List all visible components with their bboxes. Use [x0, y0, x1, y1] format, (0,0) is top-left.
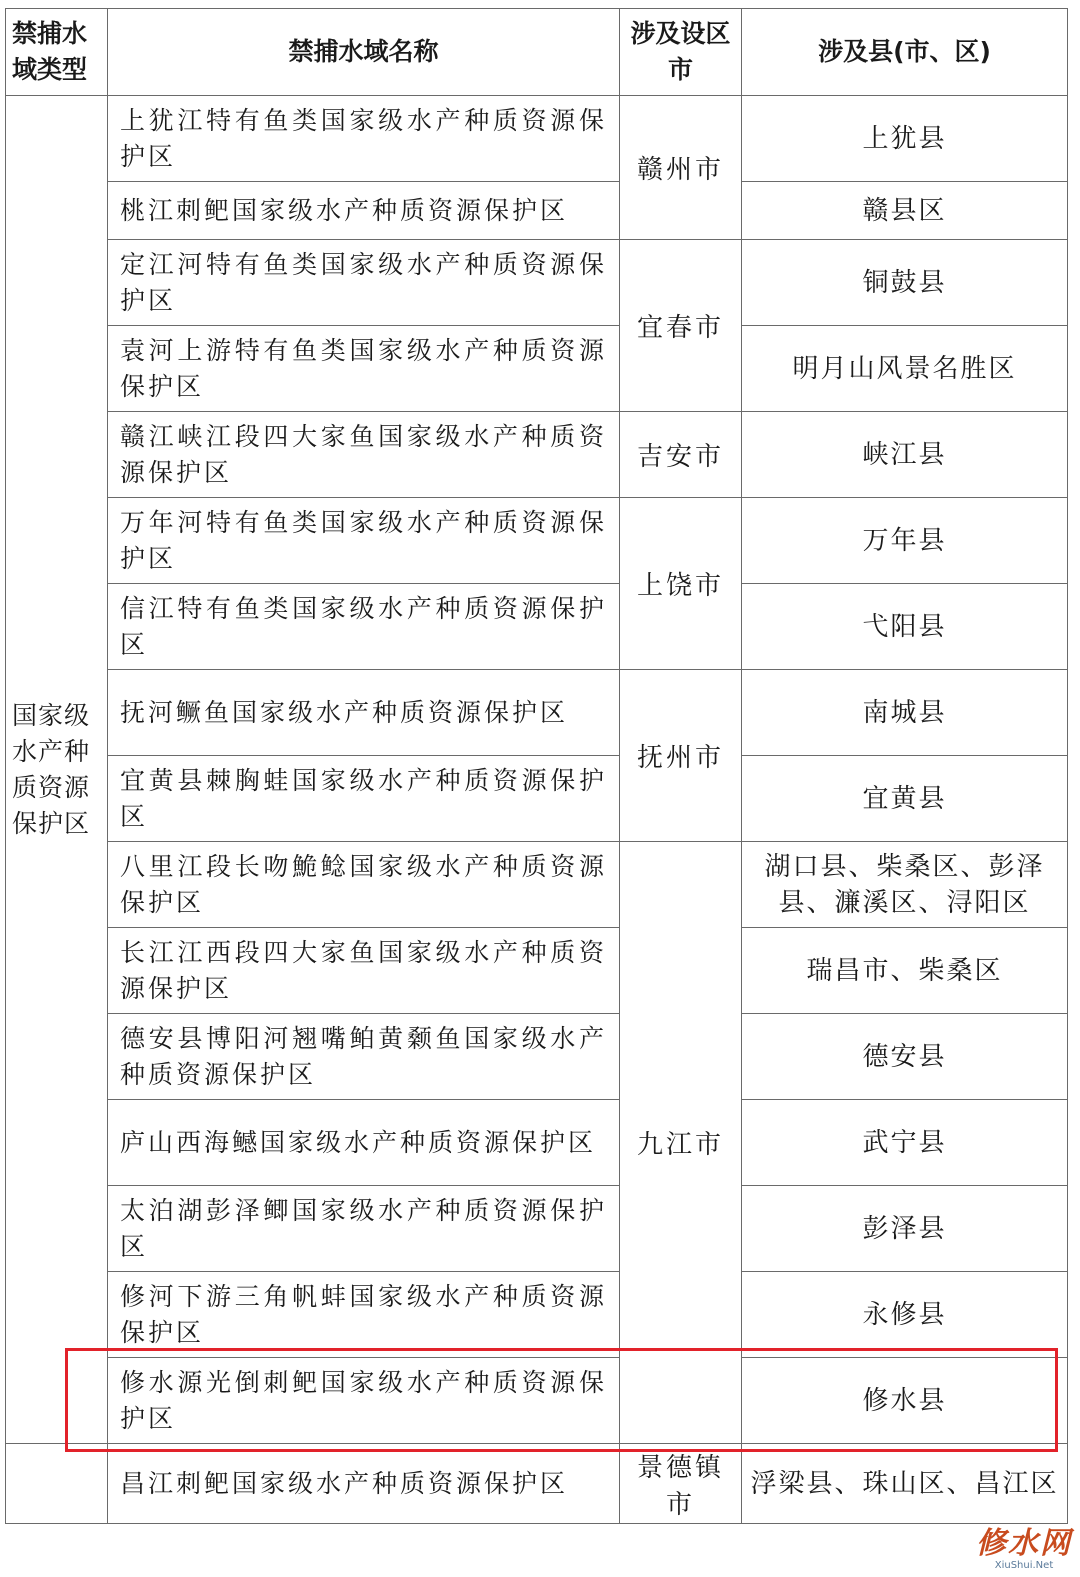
table-row	[6, 1014, 1068, 1100]
table-row	[6, 1444, 1068, 1524]
table-row	[6, 1272, 1068, 1358]
table-row	[6, 326, 1068, 412]
county-cell: 铜鼓县	[742, 240, 1068, 326]
table-row	[6, 412, 1068, 498]
watermark-text: 修水网	[976, 1526, 1072, 1561]
city-cell: 上饶市	[620, 498, 742, 670]
county-cell: 武宁县	[742, 1100, 1068, 1186]
water-type-cell-empty	[6, 1444, 108, 1524]
city-cell: 吉安市	[620, 412, 742, 498]
city-cell: 宜春市	[620, 240, 742, 412]
city-cell: 九江市	[620, 842, 742, 1444]
protected-waters-table	[5, 8, 1068, 1524]
county-cell: 瑞昌市、柴桑区	[742, 928, 1068, 1014]
city-cell: 景德镇市	[620, 1444, 742, 1524]
water-name-cell: 昌江刺鲃国家级水产种质资源保护区	[108, 1444, 620, 1524]
table-row	[6, 756, 1068, 842]
county-cell: 明月山风景名胜区	[742, 326, 1068, 412]
water-name-cell: 太泊湖彭泽鲫国家级水产种质资源保护区	[108, 1186, 620, 1272]
water-name-cell: 修水源光倒刺鲃国家级水产种质资源保护区	[108, 1358, 620, 1444]
header-water-name: 禁捕水域名称	[108, 9, 620, 96]
county-cell: 彭泽县	[742, 1186, 1068, 1272]
table-row	[6, 96, 1068, 182]
watermark-logo	[976, 1528, 1072, 1571]
table-row	[6, 928, 1068, 1014]
city-cell: 抚州市	[620, 670, 742, 842]
county-cell: 宜黄县	[742, 756, 1068, 842]
county-cell: 赣县区	[742, 182, 1068, 240]
watermark-sub: XiuShui.Net	[994, 1560, 1054, 1571]
table-row	[6, 1358, 1068, 1444]
county-cell: 上犹县	[742, 96, 1068, 182]
county-cell: 永修县	[742, 1272, 1068, 1358]
table-row	[6, 842, 1068, 928]
water-name-cell: 抚河鳜鱼国家级水产种质资源保护区	[108, 670, 620, 756]
county-cell: 湖口县、柴桑区、彭泽县、濂溪区、浔阳区	[742, 842, 1068, 928]
water-name-cell: 庐山西海鳡国家级水产种质资源保护区	[108, 1100, 620, 1186]
water-name-cell: 信江特有鱼类国家级水产种质资源保护区	[108, 584, 620, 670]
water-type-cell: 国家级水产种质资源保护区	[6, 96, 108, 1444]
water-name-cell: 袁河上游特有鱼类国家级水产种质资源保护区	[108, 326, 620, 412]
table-row	[6, 1186, 1068, 1272]
header-city: 涉及设区市	[620, 9, 742, 96]
county-cell: 德安县	[742, 1014, 1068, 1100]
table-row	[6, 182, 1068, 240]
water-name-cell: 万年河特有鱼类国家级水产种质资源保护区	[108, 498, 620, 584]
table-row	[6, 584, 1068, 670]
water-name-cell: 长江江西段四大家鱼国家级水产种质资源保护区	[108, 928, 620, 1014]
water-name-cell: 桃江刺鲃国家级水产种质资源保护区	[108, 182, 620, 240]
city-cell: 赣州市	[620, 96, 742, 240]
water-name-cell: 宜黄县棘胸蛙国家级水产种质资源保护区	[108, 756, 620, 842]
county-cell: 浮梁县、珠山区、昌江区	[742, 1444, 1068, 1524]
county-cell: 万年县	[742, 498, 1068, 584]
water-name-cell: 上犹江特有鱼类国家级水产种质资源保护区	[108, 96, 620, 182]
water-name-cell: 德安县博阳河翘嘴鲌黄颡鱼国家级水产种质资源保护区	[108, 1014, 620, 1100]
water-name-cell: 八里江段长吻鮠鲶国家级水产种质资源保护区	[108, 842, 620, 928]
county-cell: 修水县	[742, 1358, 1068, 1444]
county-cell: 弋阳县	[742, 584, 1068, 670]
header-water-type: 禁捕水域类型	[6, 9, 108, 96]
county-cell: 峡江县	[742, 412, 1068, 498]
water-name-cell: 修河下游三角帆蚌国家级水产种质资源保护区	[108, 1272, 620, 1358]
table-row	[6, 670, 1068, 756]
county-cell: 南城县	[742, 670, 1068, 756]
water-name-cell: 定江河特有鱼类国家级水产种质资源保护区	[108, 240, 620, 326]
table-header-row	[6, 9, 1068, 96]
table-row	[6, 1100, 1068, 1186]
table-row	[6, 498, 1068, 584]
header-county: 涉及县(市、区)	[742, 9, 1068, 96]
water-name-cell: 赣江峡江段四大家鱼国家级水产种质资源保护区	[108, 412, 620, 498]
table-row	[6, 240, 1068, 326]
